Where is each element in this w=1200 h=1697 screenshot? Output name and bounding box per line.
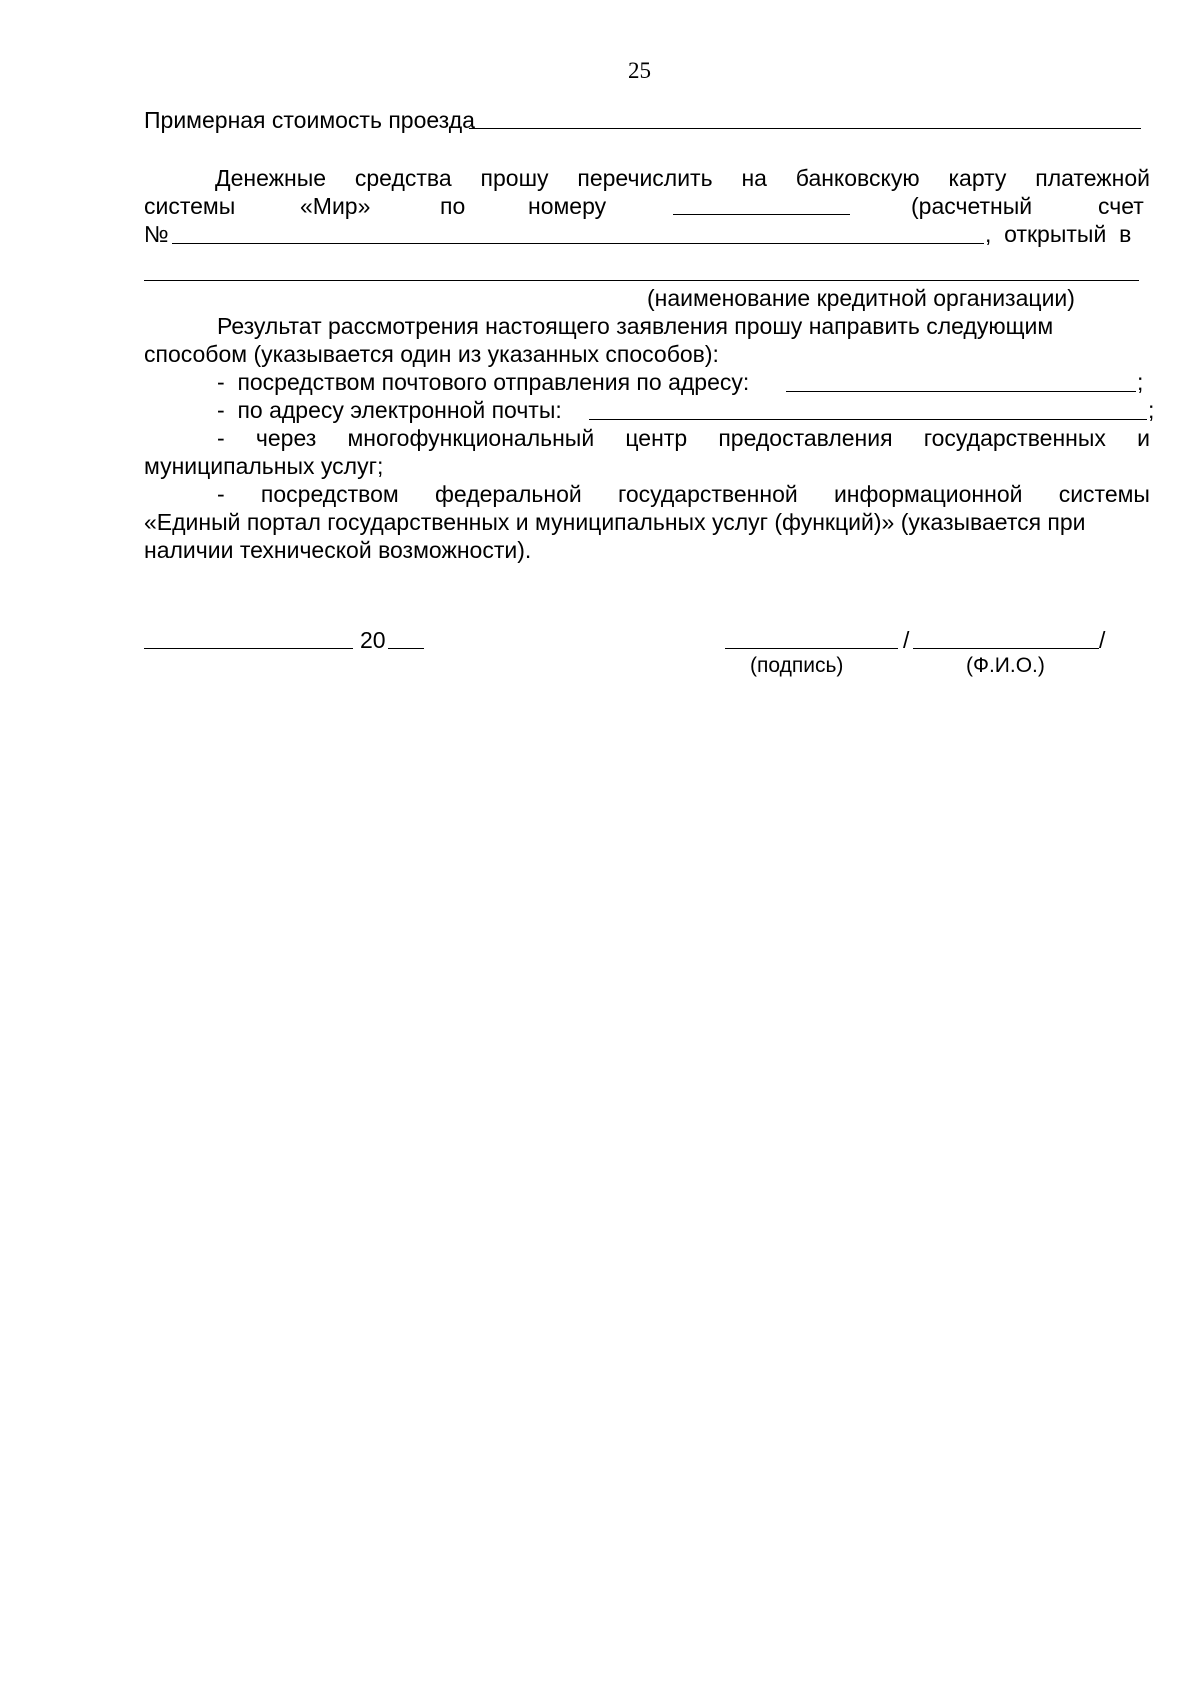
signature-field[interactable] — [725, 648, 898, 649]
portal-word: - — [217, 481, 225, 507]
signature-caption: (подпись) — [750, 654, 844, 677]
travel-cost-label: Примерная стоимость проезда — [144, 107, 475, 133]
number-sign: № — [144, 221, 169, 247]
option-email-semicolon: ; — [1148, 397, 1155, 423]
option-portal-line-3: наличии технической возможности). — [144, 537, 532, 563]
card-number-field[interactable] — [673, 214, 850, 215]
date-field[interactable] — [144, 648, 353, 649]
transfer-word: платежной — [1035, 165, 1150, 191]
portal-word: информационной — [833, 481, 1023, 507]
year-prefix: 20 — [360, 627, 386, 653]
opened-in-label: , открытый в — [985, 221, 1132, 247]
transfer-line-1 — [215, 164, 1150, 192]
travel-cost-field[interactable] — [469, 128, 1141, 129]
portal-word: системы — [1058, 481, 1150, 507]
option-email-label: - по адресу электронной почты: — [217, 397, 562, 423]
option-portal-line-2: «Единый портал государственных и муниципальных услуг (функций)» (указывается при — [144, 509, 1086, 535]
transfer-word: средства — [354, 165, 452, 191]
full-name-field[interactable] — [913, 648, 1099, 649]
account-number-field[interactable] — [172, 243, 984, 244]
email-field[interactable] — [589, 419, 1147, 420]
transfer-word-systems: системы — [144, 193, 236, 219]
bank-name-caption: (наименование кредитной организации) — [647, 285, 1075, 311]
option-post-semicolon: ; — [1137, 369, 1144, 395]
option-post-label: - посредством почтового отправления по адресу: — [217, 369, 750, 395]
transfer-word-po: по — [440, 193, 466, 219]
transfer-word-schet: счет — [1098, 193, 1144, 219]
transfer-word: Денежные — [215, 165, 327, 191]
full-name-caption: (Ф.И.О.) — [966, 654, 1045, 677]
transfer-word-number: номеру — [528, 193, 607, 219]
option-mfc-line-1 — [217, 424, 1150, 452]
transfer-word: карту — [948, 165, 1007, 191]
mfc-word: - — [217, 425, 225, 451]
transfer-word: перечислить — [577, 165, 713, 191]
transfer-word: банковскую — [795, 165, 920, 191]
transfer-word: на — [741, 165, 767, 191]
transfer-word: прошу — [480, 165, 549, 191]
transfer-word-account: (расчетный — [911, 193, 1033, 219]
result-intro-line-1: Результат рассмотрения настоящего заявления прошу направить следующим — [217, 313, 1054, 339]
bank-name-field[interactable] — [144, 280, 1139, 281]
year-suffix-field[interactable] — [388, 648, 424, 649]
portal-word: посредством — [260, 481, 399, 507]
portal-word: государственной — [617, 481, 798, 507]
post-address-field[interactable] — [786, 391, 1136, 392]
signature-slash-1: / — [903, 627, 910, 653]
result-intro-line-2: способом (указывается один из указанных способов): — [144, 341, 719, 367]
portal-word: федеральной — [434, 481, 582, 507]
mfc-word: и — [1137, 425, 1150, 451]
option-mfc-line-2: муниципальных услуг; — [144, 453, 384, 479]
transfer-word-mir: «Мир» — [300, 193, 371, 219]
mfc-word: через — [255, 425, 317, 451]
page-number: 25 — [628, 58, 651, 83]
mfc-word: предоставления — [718, 425, 893, 451]
mfc-word: государственных — [923, 425, 1106, 451]
signature-slash-2: / — [1099, 627, 1106, 653]
mfc-word: центр — [625, 425, 688, 451]
option-portal-line-1 — [217, 480, 1150, 508]
mfc-word: многофункциональный — [347, 425, 595, 451]
